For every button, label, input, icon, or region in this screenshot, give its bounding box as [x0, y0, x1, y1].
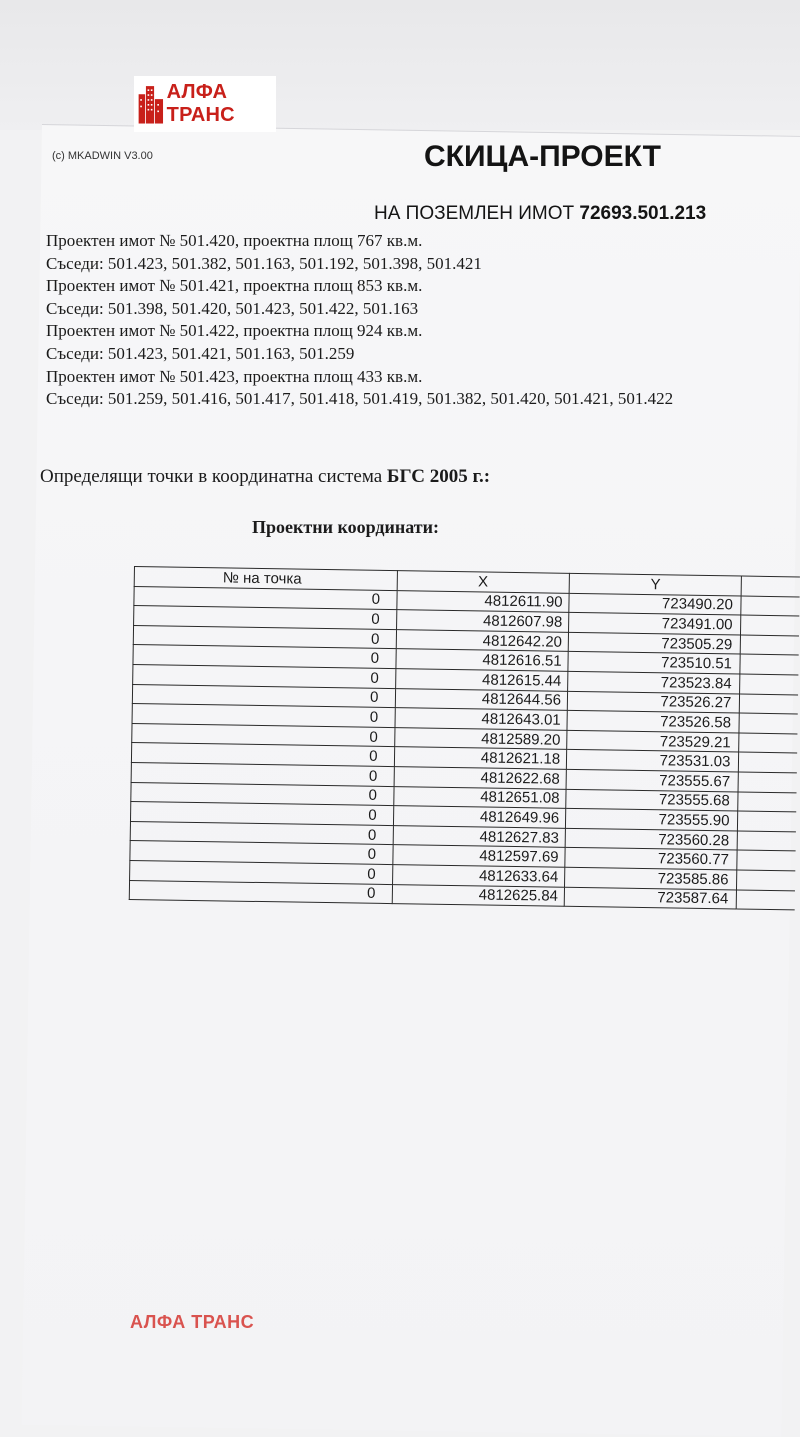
document-title: СКИЦА-ПРОЕКТ — [424, 140, 662, 173]
column-header-empty — [742, 576, 800, 597]
section-heading-prefix: Определящи точки в координатна система — [40, 466, 383, 487]
document-subtitle — [374, 203, 706, 225]
y-coordinate-cell: 723523.84 — [568, 671, 741, 693]
point-number-cell: 0 — [133, 645, 396, 669]
x-coordinate-cell: 4812597.69 — [392, 845, 565, 867]
empty-cell — [738, 792, 796, 813]
x-coordinate-cell: 4812611.90 — [396, 590, 569, 612]
y-coordinate-cell: 723531.03 — [566, 750, 739, 772]
empty-cell — [738, 811, 796, 832]
x-coordinate-cell: 4812649.96 — [393, 806, 566, 828]
y-coordinate-cell: 723560.28 — [565, 828, 738, 850]
point-number-cell: 0 — [134, 586, 397, 610]
column-header-x: X — [397, 571, 570, 593]
neighbors-line: Съседи: 501.423, 501.382, 501.163, 501.192, 501.398, 501.421 — [46, 253, 482, 273]
point-number-cell: 0 — [133, 625, 396, 649]
x-coordinate-cell: 4812642.20 — [396, 629, 569, 651]
section-heading — [40, 466, 490, 488]
point-number-cell: 0 — [134, 606, 397, 630]
y-coordinate-cell: 723510.51 — [568, 652, 741, 674]
point-number-cell: 0 — [130, 802, 393, 826]
empty-cell — [737, 870, 795, 891]
point-number-cell: 0 — [131, 782, 394, 806]
y-coordinate-cell: 723585.86 — [565, 867, 738, 889]
y-coordinate-cell: 723490.20 — [569, 593, 742, 615]
x-coordinate-cell: 4812622.68 — [394, 767, 567, 789]
x-coordinate-cell: 4812615.44 — [395, 669, 568, 691]
property-description — [46, 230, 786, 411]
point-number-cell: 0 — [131, 762, 394, 786]
neighbors-line: Съседи: 501.398, 501.420, 501.423, 501.422, 501.163 — [46, 298, 419, 318]
x-coordinate-cell: 4812627.83 — [393, 825, 566, 847]
empty-cell — [740, 674, 798, 695]
empty-cell — [739, 752, 797, 773]
point-number-cell: 0 — [129, 880, 392, 904]
x-coordinate-cell: 4812589.20 — [394, 727, 567, 749]
building-logo-icon — [137, 78, 165, 130]
y-coordinate-cell: 723491.00 — [569, 613, 742, 635]
property-line: Проектен имот № 501.421, проектна площ 853 кв.м. — [46, 276, 423, 296]
y-coordinate-cell: 723555.67 — [566, 769, 739, 791]
point-number-cell: 0 — [132, 723, 395, 747]
x-coordinate-cell: 4812625.84 — [392, 884, 565, 906]
y-coordinate-cell: 723505.29 — [568, 632, 741, 654]
empty-cell — [738, 831, 796, 852]
subtitle-prefix: НА ПОЗЕМЛЕН ИМОТ — [374, 203, 575, 224]
neighbors-line: Съседи: 501.259, 501.416, 501.417, 501.418, 501.419, 501.382, 501.420, 501.421, 501.422 — [46, 389, 674, 409]
y-coordinate-cell: 723587.64 — [564, 887, 737, 909]
empty-cell — [740, 694, 798, 715]
point-number-cell: 0 — [133, 664, 396, 688]
point-number-cell: 0 — [130, 841, 393, 865]
point-number-cell: 0 — [131, 743, 394, 767]
y-coordinate-cell: 723555.68 — [566, 789, 739, 811]
coordinate-system: БГС 2005 г.: — [386, 466, 491, 487]
logo-text: АЛФА ТРАНС — [166, 81, 235, 126]
property-line: Проектен имот № 501.422, проектна площ 924 кв.м. — [46, 321, 423, 341]
property-number: 72693.501.213 — [579, 203, 707, 224]
table-title: Проектни координати: — [252, 517, 439, 537]
empty-cell — [737, 850, 795, 871]
coordinates-table-wrapper — [129, 566, 800, 911]
x-coordinate-cell: 4812633.64 — [392, 865, 565, 887]
y-coordinate-cell: 723526.58 — [567, 710, 740, 732]
y-coordinate-cell: 723529.21 — [567, 730, 740, 752]
column-header-y: Y — [569, 573, 742, 595]
property-line: Проектен имот № 501.423, проектна площ 433 кв.м. — [46, 366, 423, 386]
x-coordinate-cell: 4812607.98 — [396, 610, 569, 632]
x-coordinate-cell: 4812621.18 — [394, 747, 567, 769]
empty-cell — [739, 713, 797, 734]
x-coordinate-cell: 4812651.08 — [393, 786, 566, 808]
empty-cell — [737, 890, 795, 911]
empty-cell — [740, 654, 798, 675]
empty-cell — [741, 596, 799, 617]
x-coordinate-cell: 4812616.51 — [395, 649, 568, 671]
point-number-cell: 0 — [130, 860, 393, 884]
watermark: АЛФА ТРАНС — [130, 1312, 255, 1332]
x-coordinate-cell: 4812644.56 — [395, 688, 568, 710]
point-number-cell: 0 — [132, 684, 395, 708]
point-number-cell: 0 — [132, 704, 395, 728]
table-body — [129, 586, 799, 910]
x-coordinate-cell: 4812643.01 — [394, 708, 567, 730]
point-number-cell: 0 — [130, 821, 393, 845]
company-logo — [134, 76, 276, 132]
empty-cell — [741, 635, 799, 656]
property-line: Проектен имот № 501.420, проектна площ 767 кв.м. — [46, 231, 423, 250]
coordinates-table — [129, 566, 800, 911]
software-copyright: (c) MKADWIN V3.00 — [52, 150, 153, 162]
y-coordinate-cell: 723555.90 — [566, 808, 739, 830]
column-header-point: № на точка — [134, 567, 397, 591]
background-shadow — [0, 0, 800, 130]
empty-cell — [738, 772, 796, 793]
empty-cell — [741, 615, 799, 636]
neighbors-line: Съседи: 501.423, 501.421, 501.163, 501.259 — [46, 343, 355, 363]
empty-cell — [739, 733, 797, 754]
y-coordinate-cell: 723560.77 — [565, 848, 738, 870]
y-coordinate-cell: 723526.27 — [567, 691, 740, 713]
